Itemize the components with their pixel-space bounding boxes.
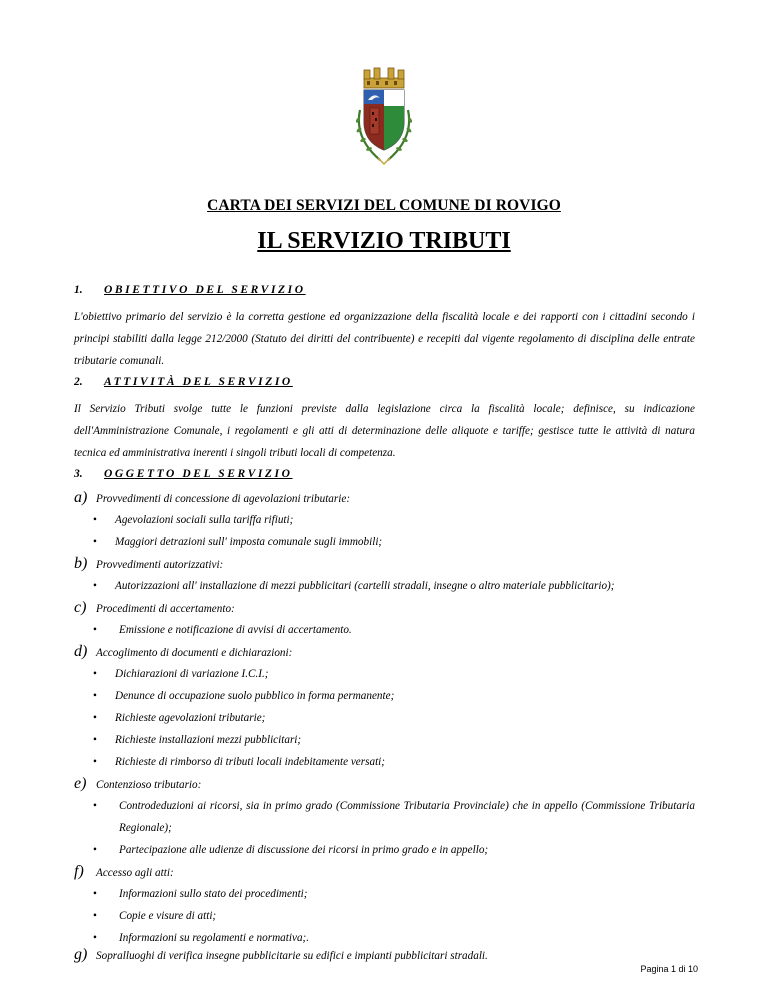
bullet-icon: •: [93, 624, 97, 636]
item-letter: f): [74, 863, 84, 880]
bullet-item: • Copie e visure di atti;: [93, 905, 695, 927]
item-letter: g): [74, 946, 88, 963]
ribbon-icon: [378, 158, 390, 164]
section-title: OBIETTIVO DEL SERVIZIO: [104, 284, 306, 296]
shield-icon: [364, 90, 404, 150]
list-item-a: [74, 489, 350, 507]
bullet-item: • Emissione e notificazione di avvisi di accertamento.: [93, 619, 695, 641]
bullet-icon: •: [93, 888, 97, 900]
list-item-e: [74, 775, 201, 793]
list-item-g: [74, 946, 488, 964]
item-label: Procedimenti di accertamento:: [96, 603, 235, 615]
bullet-item: • Maggiori detrazioni sull' imposta comunale sugli immobili;: [93, 531, 695, 553]
bullet-item: • Agevolazioni sociali sulla tariffa rifiuti;: [93, 509, 695, 531]
bullet-icon: •: [93, 756, 97, 768]
bullet-icon: •: [93, 580, 97, 592]
crown-icon: [364, 68, 404, 88]
bullet-icon: •: [93, 844, 97, 856]
bullet-icon: •: [93, 800, 97, 812]
list-item-d: [74, 643, 292, 661]
bullet-icon: •: [93, 734, 97, 746]
list-item-f: [74, 863, 174, 881]
item-label: Accoglimento di documenti e dichiarazioni:: [96, 647, 293, 659]
section-number: 2.: [74, 376, 83, 388]
bullet-item: • Denunce di occupazione suolo pubblico in forma permanente;: [93, 685, 695, 707]
bullet-item: • Richieste di rimborso di tributi locali indebitamente versati;: [93, 751, 695, 773]
item-letter: c): [74, 599, 87, 616]
bullet-item: • Partecipazione alle udienze di discussione dei ricorsi in primo grado e in appello;: [93, 839, 695, 861]
municipal-crest: [350, 66, 418, 168]
section-number: 1.: [74, 284, 83, 296]
section-number: 3.: [74, 468, 83, 480]
bullet-item: • Informazioni su regolamenti e normativa;.: [93, 927, 695, 949]
bullet-icon: •: [93, 668, 97, 680]
bullet-item: • Dichiarazioni di variazione I.C.I.;: [93, 663, 695, 685]
section-heading-1: [74, 284, 306, 296]
bullet-icon: •: [93, 514, 97, 526]
item-label: Sopralluoghi di verifica insegne pubblicitarie su edifici e impianti pubblicitari stradali.: [96, 950, 488, 962]
bullet-icon: •: [93, 712, 97, 724]
section-heading-3: [74, 468, 293, 480]
page-number: Pagina 1 di 10: [640, 964, 698, 974]
bullet-icon: •: [93, 932, 97, 944]
bullet-item: • Controdeduzioni ai ricorsi, sia in primo grado (Commissione Tributaria Provinciale) che in appello (Commissione Tributaria Regionale);: [93, 795, 695, 839]
item-letter: a): [74, 489, 88, 506]
list-item-b: [74, 555, 223, 573]
item-label: Contenzioso tributario:: [96, 779, 202, 791]
section-heading-2: [74, 376, 293, 388]
section-title: OGGETTO DEL SERVIZIO: [104, 468, 293, 480]
bullet-item: • Informazioni sullo stato dei procedimenti;: [93, 883, 695, 905]
item-label: Accesso agli atti:: [96, 867, 174, 879]
list-item-c: [74, 599, 235, 617]
section-paragraph-1: L'obiettivo primario del servizio è la corretta gestione ed organizzazione della fiscalità locale e dei rapporti con i cittadini secondo i principi stabiliti dalla legge 212/2000 (Statuto dei diritti del contribuente) e recepiti dal vigente regolamento di disciplina delle entrate tributarie comunali.: [74, 311, 695, 367]
bullet-icon: •: [93, 536, 97, 548]
item-letter: e): [74, 775, 87, 792]
document-title: CARTA DEI SERVIZI DEL COMUNE DI ROVIGO: [207, 197, 561, 214]
item-label: Provvedimenti autorizzativi:: [96, 559, 224, 571]
item-letter: d): [74, 643, 88, 660]
bullet-icon: •: [93, 910, 97, 922]
document-subtitle: IL SERVIZIO TRIBUTI: [257, 228, 511, 254]
item-label: Provvedimenti di concessione di agevolazioni tributarie:: [96, 493, 351, 505]
bullet-icon: •: [93, 690, 97, 702]
section-paragraph-2: Il Servizio Tributi svolge tutte le funzioni previste dalla legislazione circa la fiscalità locale; definisce, su indicazione dell'Amministrazione Comunale, i regolamenti e gli atti di determinazione delle aliquote e tariffe; gestisce tutte le attività di natura tecnica ed amministrativa inerenti i singoli tributi locali di competenza.: [74, 403, 695, 459]
bullet-item: • Richieste installazioni mezzi pubblicitari;: [93, 729, 695, 751]
bullet-item: • Autorizzazioni all' installazione di mezzi pubblicitari (cartelli stradali, insegne o altro materiale pubblicitario);: [93, 575, 695, 597]
item-letter: b): [74, 555, 88, 572]
bullet-item: • Richieste agevolazioni tributarie;: [93, 707, 695, 729]
section-title: ATTIVITÀ DEL SERVIZIO: [104, 376, 293, 388]
